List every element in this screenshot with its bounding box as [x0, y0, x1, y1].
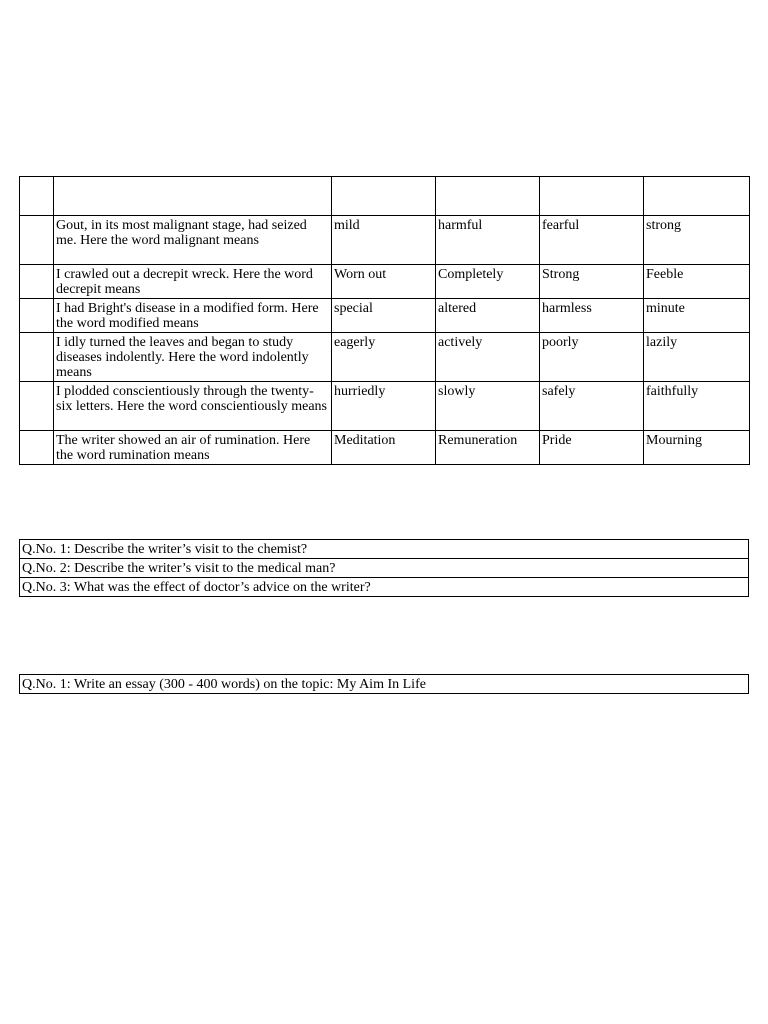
row-number-cell	[20, 265, 54, 299]
option-cell: fearful	[540, 216, 644, 265]
option-cell: Mourning	[644, 431, 750, 465]
option-cell: slowly	[436, 382, 540, 431]
option-cell: eagerly	[332, 333, 436, 382]
row-number-cell	[20, 216, 54, 265]
row-number-cell	[20, 431, 54, 465]
option-cell: Completely	[436, 265, 540, 299]
header-cell	[540, 177, 644, 216]
table-row	[20, 333, 750, 382]
vocabulary-table	[19, 176, 750, 465]
option-cell: strong	[644, 216, 750, 265]
table-row	[20, 265, 750, 299]
option-cell: actively	[436, 333, 540, 382]
option-cell: Remuneration	[436, 431, 540, 465]
option-cell: faithfully	[644, 382, 750, 431]
sentence-cell: Gout, in its most malignant stage, had seized me. Here the word malignant means	[54, 216, 332, 265]
header-cell	[644, 177, 750, 216]
option-cell: Pride	[540, 431, 644, 465]
header-cell	[332, 177, 436, 216]
option-cell: Strong	[540, 265, 644, 299]
question-row	[20, 578, 749, 597]
header-cell	[436, 177, 540, 216]
sentence-cell: The writer showed an air of rumination. Here the word rumination means	[54, 431, 332, 465]
option-cell: altered	[436, 299, 540, 333]
table-row	[20, 299, 750, 333]
option-cell: poorly	[540, 333, 644, 382]
header-cell	[20, 177, 54, 216]
option-cell: hurriedly	[332, 382, 436, 431]
option-cell: safely	[540, 382, 644, 431]
questions-table	[19, 539, 749, 597]
essay-row	[20, 675, 749, 694]
row-number-cell	[20, 333, 54, 382]
sentence-cell: I crawled out a decrepit wreck. Here the word decrepit means	[54, 265, 332, 299]
row-number-cell	[20, 299, 54, 333]
option-cell: harmful	[436, 216, 540, 265]
table-row	[20, 382, 750, 431]
table-row	[20, 431, 750, 465]
question-row	[20, 540, 749, 559]
header-cell	[54, 177, 332, 216]
option-cell: Meditation	[332, 431, 436, 465]
option-cell: lazily	[644, 333, 750, 382]
essay-question-text: Q.No. 1: Write an essay (300 - 400 words) on the topic: My Aim In Life	[20, 675, 749, 694]
option-cell: special	[332, 299, 436, 333]
sentence-cell: I plodded conscientiously through the twenty-six letters. Here the word conscientiously means	[54, 382, 332, 431]
option-cell: mild	[332, 216, 436, 265]
option-cell: Worn out	[332, 265, 436, 299]
question-text: Q.No. 3: What was the effect of doctor’s advice on the writer?	[20, 578, 749, 597]
row-number-cell	[20, 382, 54, 431]
option-cell: Feeble	[644, 265, 750, 299]
question-row	[20, 559, 749, 578]
sentence-cell: I had Bright's disease in a modified form. Here the word modified means	[54, 299, 332, 333]
question-text: Q.No. 1: Describe the writer’s visit to the chemist?	[20, 540, 749, 559]
table-header-row	[20, 177, 750, 216]
option-cell: harmless	[540, 299, 644, 333]
essay-table	[19, 674, 749, 694]
sentence-cell: I idly turned the leaves and began to study diseases indolently. Here the word indolently means	[54, 333, 332, 382]
option-cell: minute	[644, 299, 750, 333]
question-text: Q.No. 2: Describe the writer’s visit to the medical man?	[20, 559, 749, 578]
table-row	[20, 216, 750, 265]
